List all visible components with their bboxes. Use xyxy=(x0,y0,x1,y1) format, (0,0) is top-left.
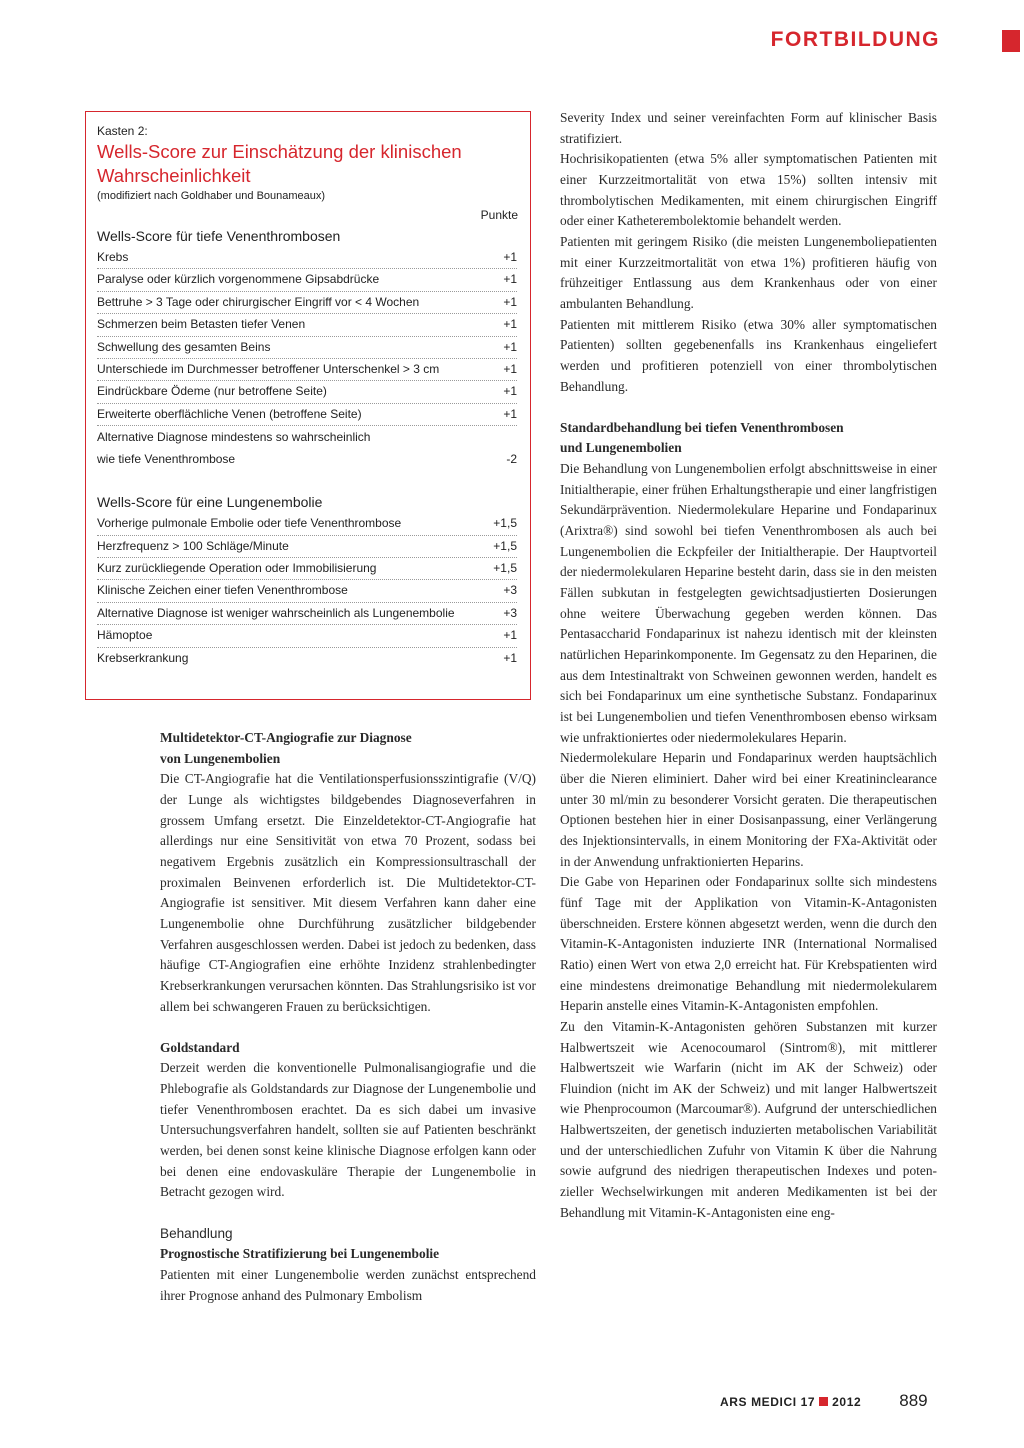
score-label: Klinische Zeichen einer tiefen Venenthrombose xyxy=(97,583,348,598)
page-footer xyxy=(720,1391,928,1411)
heading-ct-angiography xyxy=(160,728,536,769)
score-label: Bettruhe > 3 Tage oder chirurgischer Eingriff vor < 4 Wochen xyxy=(97,294,420,309)
page-number: 889 xyxy=(899,1391,928,1410)
paragraph: Hochrisikopatienten (etwa 5% aller symptomatischen Patienten mit einer Kurzzeitmortalität von etwa 15%) sollten intensiv mit thrombolytischen Medikamenten, mit einem chirurgischen Eingriff oder einer Katheterembolektomie behandelt werden. xyxy=(560,151,937,229)
score-points: +1 xyxy=(503,628,517,643)
score-label-line: wie tiefe Venenthrombose xyxy=(97,452,236,467)
score-label: Eindrückbare Ödeme (nur betroffene Seite) xyxy=(97,384,327,399)
score-list-dvt xyxy=(97,247,518,470)
group-title-pe: Wells-Score für eine Lungenembolie xyxy=(97,494,323,511)
score-label: Schmerzen beim Betasten tiefer Venen xyxy=(97,317,306,332)
heading-line: von Lungenembolien xyxy=(160,750,281,766)
score-points: +1 xyxy=(503,339,517,354)
heading-standard-treatment xyxy=(560,418,937,459)
score-label: Paralyse oder kürzlich vorgenommene Gipsabdrücke xyxy=(97,272,380,287)
score-row xyxy=(97,247,517,269)
points-column-header: Punkte xyxy=(480,208,518,222)
score-list-pe xyxy=(97,513,518,669)
heading-treatment: Behandlung xyxy=(160,1225,233,1241)
heading-line: Multidetektor-CT-Angiografie zur Diagnose xyxy=(160,730,412,745)
score-label: Erweiterte oberflächliche Venen (betroffene Seite) xyxy=(97,406,362,421)
right-text-column xyxy=(560,108,937,1223)
paragraph: Die Gabe von Heparinen oder Fondaparinux sollte sich mindestens fünf Tage mit der Applikation von Vitamin-K-Antagonisten überschneiden. Erstere können abgesetzt werden, wenn die durch den Vitamin-K-Antagonisten induzierte INR (International Normalised Ratio) einen Wert von etwa 2,0 erreicht hat. Für Krebspatienten wird eine mindestens dreimonatige Behandlung mit niedermolekularem Heparin anstelle eines Vitamin-K-Antagonisten empfohlen. xyxy=(560,874,937,1014)
score-points: +1 xyxy=(503,317,517,332)
box-title xyxy=(97,140,518,188)
score-label: Kurz zurückliegende Operation oder Immobilisierung xyxy=(97,561,377,576)
score-label-line: Alternative Diagnose mindestens so wahrscheinlich xyxy=(97,430,371,445)
paragraph: Derzeit werden die konventionelle Pulmonalisangiografie und die Phlebografie als Goldstandards zur Diagnose der Lungenembolie und tiefer Venenthrombosen erachtet. Da es sich dabei um invasive Untersuchungsverfahren handelt, sollten sie auf Patienten beschränkt werden, bei denen sonst keine klinische Diagnose erfolgen kann oder bei denen eine endovaskuläre Therapie der Lungenembolie in Betracht gezogen wird. xyxy=(160,1060,536,1200)
score-label: Krebs xyxy=(97,250,129,264)
box-kicker: Kasten 2: xyxy=(97,124,148,138)
score-points: +1,5 xyxy=(493,516,517,531)
score-row xyxy=(97,648,517,669)
paragraph: Niedermolekulare Heparin und Fondaparinux werden hauptsächlich über die Nieren eliminiert. Daher wird bei einer Kreatininclearance unter 30 ml/min zu besonderer Vorsicht geraten. Die therapeutischen Optionen bestehen hier in einer Dosisanpassung, einer Verlängerung des Injektionsintervalls, in einem Monitoring der FXa-Aktivität oder in der Anwendung unfraktionierten Heparins. xyxy=(560,750,937,869)
heading-line: und Lungenembolien xyxy=(560,440,682,456)
score-points: +1 xyxy=(503,406,517,421)
score-row xyxy=(97,625,517,647)
score-points: +1,5 xyxy=(493,561,517,576)
heading-gold-standard: Goldstandard xyxy=(160,1039,240,1055)
paragraph: Severity Index und seiner vereinfachten Form auf klinischer Basis stratifiziert. xyxy=(560,110,937,146)
score-row xyxy=(97,269,517,291)
footer-square-icon xyxy=(819,1397,828,1406)
score-label: Vorherige pulmonale Embolie oder tiefe Venenthrombose xyxy=(97,516,402,531)
section-label: FORTBILDUNG xyxy=(770,28,940,51)
score-points: -2 xyxy=(506,451,517,466)
score-row xyxy=(97,426,517,470)
score-points: +3 xyxy=(503,605,517,620)
info-box xyxy=(85,111,531,700)
score-points: +1 xyxy=(503,294,517,309)
score-row xyxy=(97,580,517,602)
score-label: Schwellung des gesamten Beins xyxy=(97,339,271,354)
score-points: +1 xyxy=(503,650,517,665)
score-row xyxy=(97,513,517,535)
box-title-line: Wells-Score zur Einschätzung der klinischen xyxy=(97,141,462,162)
paragraph: Die CT-Angiografie hat die Ventilationsperfusionsszintigrafie (V/Q) der Lunge als wichtigstes bildgebendes Diagnoseverfahren in grossem Umfang ersetzt. Die Einzeldetektor-CT-Angiografie hat allerdings nur eine Sensitivität von etwa 70 Prozent, sodass bei negativem Ergebnis zusätzlich ein Kompressionsultraschall der proximalen Beinvenen erforderlich ist. Die Multidetektor-CT-Angiografie ist sensitiver. Mit diesem Verfahren kann daher eine Lungenembolie ohne Durchführung zusätzlicher bildgebender Verfahren ausgeschlossen werden. Dabei ist jedoch zu bedenken, dass häufige CT-Angiografien eine erhöhte Inzidenz strahlenbedingter Krebserkrankungen verursachen könnten. Das Strahlungsrisiko ist vor allem bei schwangeren Frauen zu berücksichtigen. xyxy=(160,771,536,1014)
score-row xyxy=(97,558,517,580)
score-label xyxy=(97,426,370,470)
score-points: +1 xyxy=(503,384,517,399)
paragraph: Patienten mit mittlerem Risiko (etwa 30% aller symptomatischen Patienten) sollten gegebenenfalls ins Krankenhaus eingeliefert werden und profitieren potenziell von einer thrombolytischen Behandlung. xyxy=(560,316,937,394)
box-note: (modifiziert nach Goldhaber und Bounameaux) xyxy=(97,190,326,202)
score-label: Alternative Diagnose ist weniger wahrscheinlich als Lungenembolie xyxy=(97,605,455,620)
paragraph: Patienten mit geringem Risiko (die meisten Lungenemboliepatienten mit einer Kurzzeitmortalität von etwa 1%) profitieren häufig von frühzeitiger Entlassung aus dem Krankenhaus oder von einer ambulanten Behandlung. xyxy=(560,233,937,311)
section-marker xyxy=(1002,30,1020,52)
score-row xyxy=(97,337,517,359)
score-row xyxy=(97,404,517,426)
score-label: Krebserkrankung xyxy=(97,650,189,665)
score-points: +1,5 xyxy=(493,538,517,553)
paragraph: Patienten mit einer Lungenembolie werden zunächst entsprechend ihrer Prognose anhand des Pulmonary Embolism xyxy=(160,1267,536,1303)
left-text-column xyxy=(160,728,536,1306)
box-title-line: Wahrscheinlichkeit xyxy=(97,165,251,186)
score-points: +1 xyxy=(503,250,517,264)
score-row xyxy=(97,603,517,625)
paragraph: Zu den Vitamin-K-Antagonisten gehören Substanzen mit kurzer Halbwertszeit wie Acenocoumarol (Sintrom®), mit mittlerer Halbwertszeit wie Warfarin (nicht im AK der Schweiz) oder Fluindion (nicht im AK der Schweiz) und mit langer Halbwertszeit wie Phenprocoumon (Marcoumar®). Aufgrund der unterschiedlichen Halbwertszeiten, der genetisch induzierten metabolischen Variabilität und der unterschiedlichen Zufuhr von Vitamin K über die Nahrung sowie aufgrund des niedrigen therapeutischen Indexes und potenzieller Wechselwirkungen mit anderen Medikamenten ist bei der Behandlung mit Vitamin-K-Antagonisten eine eng- xyxy=(560,1018,937,1220)
score-label: Herzfrequenz > 100 Schläge/Minute xyxy=(97,538,289,553)
magazine-name: ARS MEDICI 17 xyxy=(720,1395,816,1409)
paragraph: Die Behandlung von Lungenembolien erfolgt abschnittsweise in einer Initialtherapie, einer frühen Erhaltungstherapie und einer langfristigen Sekundärprävention. Niedermolekulare Heparine und Fondaparinux (Arixtra®) sind sowohl bei tiefen Venenthrombosen als auch bei Lungenembolien die Eckpfeiler der Initialtherapie. Der Hauptvorteil der niedermolekularen Heparine besteht darin, dass sie in den meisten Fällen subkutan in festgelegten gewichtsadjustierten Dosierungen ohne weitere Überwachung gegeben werden können. Das Pentasaccharid Fondaparinux ist nahezu identisch mit der kleinsten natürlichen Heparinkomponente. Im Gegensatz zu den Heparinen, die aus dem Intestinaltrakt von Schweinen gewonnen werden, handelt es sich bei Fondaparinux um eine synthetische Substanz. Fondaparinux ist bei Lungenembolien und tiefen Venenthrombosen ebenso wirksam wie unfraktioniertes oder niedermolekulares Heparin. xyxy=(560,461,937,745)
score-label: Unterschiede im Durchmesser betroffener Unterschenkel > 3 cm xyxy=(97,362,440,377)
score-points: +1 xyxy=(503,362,517,377)
heading-line: Standardbehandlung bei tiefen Venenthrombosen xyxy=(560,419,844,435)
score-label: Hämoptoe xyxy=(97,628,153,643)
group-title-dvt: Wells-Score für tiefe Venenthrombosen xyxy=(97,228,341,244)
score-row xyxy=(97,359,517,381)
score-row xyxy=(97,536,517,558)
subheading-stratification: Prognostische Stratifizierung bei Lungenembolie xyxy=(160,1246,440,1262)
score-row xyxy=(97,292,517,314)
score-points: +1 xyxy=(503,272,517,287)
issue-year: 2012 xyxy=(832,1395,862,1409)
score-row xyxy=(97,314,517,336)
score-points: +3 xyxy=(503,583,517,598)
score-row xyxy=(97,381,517,403)
